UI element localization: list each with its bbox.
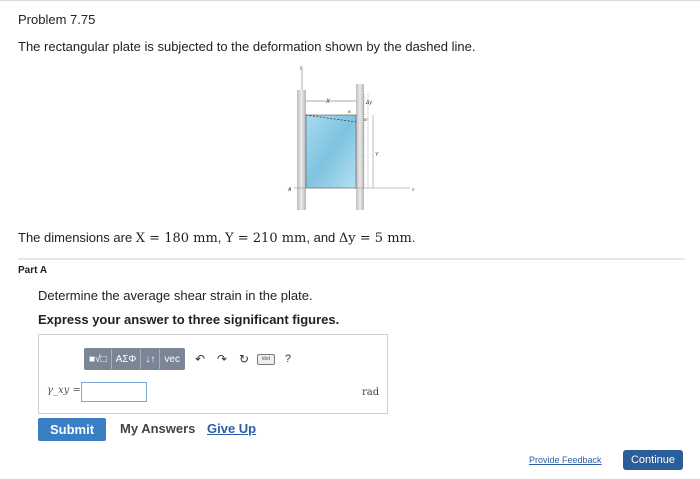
toolbar-group: [84, 348, 185, 370]
dim-dy-label: Δy: [366, 100, 372, 106]
top-divider: [0, 0, 700, 1]
dims-suffix: .: [411, 230, 416, 245]
answer-panel: [38, 334, 388, 414]
submit-button[interactable]: Submit: [38, 418, 106, 441]
answer-input[interactable]: [81, 382, 147, 402]
problem-title: Problem 7.75: [18, 12, 96, 27]
vec-button[interactable]: vec: [164, 353, 180, 365]
templates-button[interactable]: ■√□: [85, 349, 112, 369]
give-up-link[interactable]: Give Up: [207, 421, 257, 436]
dims-prefix: The dimensions are: [18, 230, 136, 245]
deformation-figure: [282, 62, 422, 212]
x-axis-label: x: [412, 187, 415, 193]
help-button[interactable]: ?: [284, 353, 292, 365]
point-B-label: B: [348, 109, 351, 114]
point-Bprime-label: B': [364, 117, 368, 122]
part-question: Determine the average shear strain in the plate.: [38, 288, 313, 303]
dims-y: Y = 210 mm: [225, 231, 307, 246]
keyboard-button[interactable]: [255, 349, 277, 369]
arrows-button[interactable]: ↓↑: [141, 349, 160, 369]
answer-unit: rad: [362, 387, 380, 398]
left-support: [297, 90, 306, 210]
reset-icon[interactable]: ↻: [238, 352, 250, 366]
right-support: [356, 84, 364, 210]
part-divider: [18, 258, 685, 260]
dims-x: X = 180 mm: [135, 231, 218, 246]
answer-variable-label: γ_xy =: [47, 385, 81, 396]
keyboard-icon: kbd: [257, 354, 275, 365]
math-toolbar: [84, 347, 299, 371]
plate: [306, 115, 356, 188]
dim-X-label: X: [326, 99, 331, 105]
y-axis-label: y: [300, 65, 303, 71]
point-A-label: A: [288, 187, 292, 193]
problem-statement: The rectangular plate is subjected to the deformation shown by the dashed line.: [18, 39, 476, 54]
part-instruction: Express your answer to three significant figures.: [38, 312, 340, 327]
dims-dy: Δy = 5 mm: [338, 231, 412, 246]
continue-button[interactable]: Continue: [623, 450, 683, 470]
provide-feedback-link[interactable]: Provide Feedback: [529, 455, 602, 465]
part-label: Part A: [18, 265, 48, 276]
dimensions-text: [18, 230, 415, 246]
undo-icon[interactable]: ↶: [194, 352, 206, 366]
my-answers-label: My Answers: [120, 421, 196, 436]
dims-sep2: , and: [306, 230, 339, 245]
dims-sep1: ,: [217, 230, 226, 245]
redo-icon[interactable]: ↷: [216, 352, 228, 366]
symbols-button[interactable]: ΑΣΦ: [112, 349, 142, 369]
dim-Y-label: Y: [375, 152, 379, 158]
